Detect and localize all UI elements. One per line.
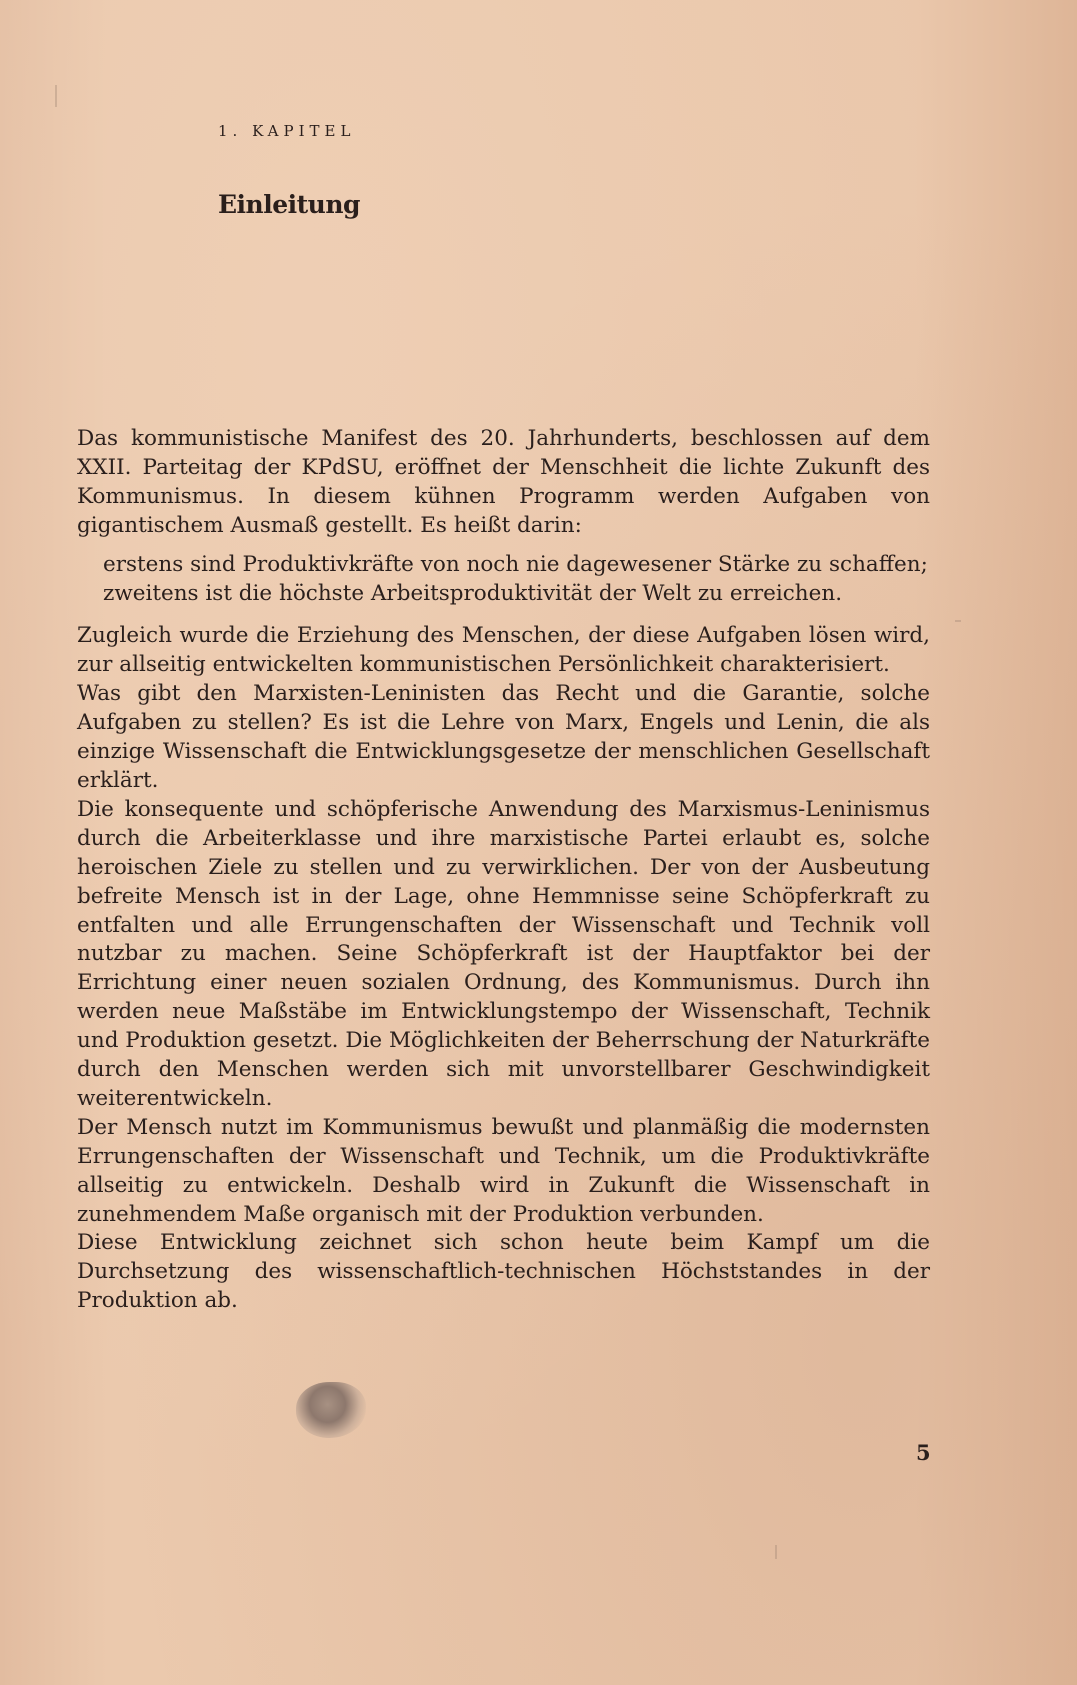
paragraph: Der Mensch nutzt im Kommunismus bewußt und planmäßig die modernsten Errungenschaften der Wissenschaft und Technik, um die Produktivkräfte allseitig zu entwickeln. Deshalb wird in Zukunft die Wissenschaft in zunehmendem Maße organisch mit der Produktion verbunden. (77, 1114, 930, 1227)
page-number: 5 (916, 1440, 931, 1465)
paragraph: Diese Entwicklung zeichnet sich schon heute beim Kampf um die Durchsetzung des wissenschaftlich-technischen Höchststandes in der Produktion ab. (77, 1230, 930, 1314)
list-item: erstens sind Produktivkräfte von noch nie dagewesener Stärke zu schaffen; (103, 551, 928, 577)
paper-damage-hole (296, 1382, 366, 1438)
paragraph: Die konsequente und schöpferische Anwendung des Marxismus-Leninismus durch die Arbeiterklasse und ihre marxistische Partei erlaubt es, solche heroischen Ziele zu stellen und zu verwirklichen. Der von der Ausbeutung befreite Mensch ist in der Lage, ohne Hemmnisse seine Schöpferkraft zu entfalten und alle Errungenschaften der Wissenschaft und Technik voll nutzbar zu machen. Seine Schöpferkraft ist der Hauptfaktor bei der Errichtung einer neuen sozialen Ordnung, des Kommunismus. Durch ihn werden neue Maßstäbe im Entwicklungstempo der Wissenschaft, Technik und Produktion gesetzt. Die Möglichkeiten der Beherrschung der Naturkräfte durch den Menschen werden sich mit unvorstellbarer Geschwindigkeit weiterentwickeln. (77, 796, 930, 1111)
body-text (77, 425, 930, 1316)
chapter-label: 1. KAPITEL (218, 122, 356, 140)
paragraph: Was gibt den Marxisten-Leninisten das Recht und die Garantie, solche Aufgaben zu stellen? Es ist die Lehre von Marx, Engels und Lenin, die als einzige Wissenschaft die Entwicklungsgesetze der menschlichen Gesellschaft erklärt. (77, 681, 930, 793)
paper-mark (55, 85, 57, 107)
paper-mark (955, 620, 961, 622)
paper-mark (775, 1545, 777, 1559)
list-item: zweitens ist die höchste Arbeitsproduktivität der Welt zu erreichen. (103, 580, 843, 606)
chapter-title: Einleitung (218, 190, 361, 219)
task-list (103, 551, 930, 609)
intro-paragraph: Das kommunistische Manifest des 20. Jahrhunderts, beschlossen auf dem XXII. Parteitag der KPdSU, eröffnet der Menschheit die lichte Zukunft des Kommunismus. In diesem kühnen Programm werden Aufgaben von gigantischem Ausmaß gestellt. Es heißt darin: (77, 426, 930, 538)
paragraph: Zugleich wurde die Erziehung des Menschen, der diese Aufgaben lösen wird, zur allseitig entwickelten kommunistischen Persönlichkeit charakterisiert. (77, 623, 930, 678)
